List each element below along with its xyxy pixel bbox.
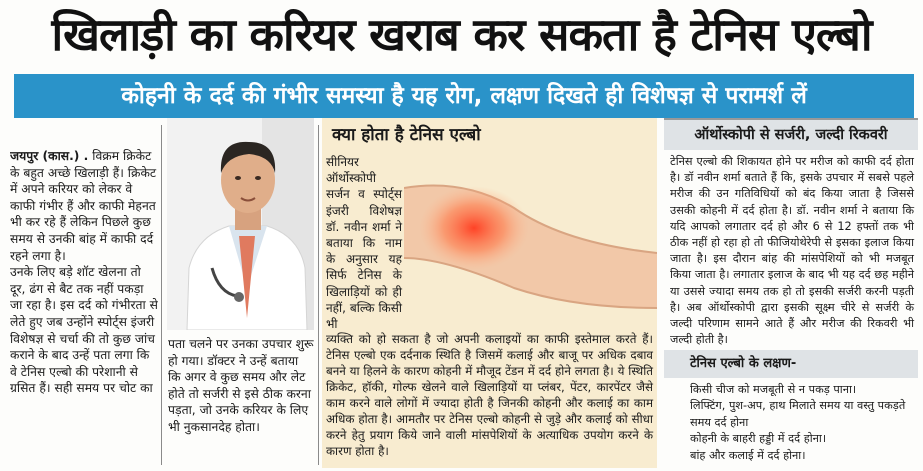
headline: खिलाड़ी का करियर खराब कर सकता है टेनिस एल्बो (51, 8, 872, 61)
doctor-portrait-icon (167, 118, 314, 330)
middle-body-text: व्यक्ति को हो सकता है जो अपनी कलाइयों का काफी इस्तेमाल करते हैं। टेनिस एल्बो एक दर्दनाक स्थिति है जिसमें कलाई और बाजू पर अधिक दबाव बनने या हिलने के कारण कोहनी में मौजूद टेंडन में दर्द होने लगता है। ये स्थिति क्रिकेट, हॉकी, गोल्फ खेलने वाले खिलाड़ियों या प्लंबर, पेंटर, कारपेंटर जैसे काम करने वाले लोगों में ज्यादा होती है जिनकी कोहनी और कलाई का काम अधिक होता है। आमतौर पर टेनिस एल्बो कोहनी से जुड़े और कलाई को सीधा करने हेतु प्रयाग किये जाने वाली मांसपेशियों के अत्याधिक उपयोग करने के कारण होता है। (326, 332, 653, 458)
column-1 (10, 148, 158, 468)
middle-side-text: सीनियर ऑर्थोस्कोपी सर्जन व स्पोर्ट्स इंजरी विशेषज्ञ डॉ. नवीन शर्मा ने बताया कि नाम के अनुसार यह सिर्फ टेनिस के खिलाड़ियों को ही नहीं, बल्कि किसी भी (326, 155, 402, 332)
doctor-portrait (167, 118, 314, 330)
column-1-para-2: उनके लिए बड़े शॉट खेलना तो दूर, ढंग से बैट तक नहीं पकड़ा जा रहा है। इस दर्द को गंभीरता से लेते हुए जब उन्होंने स्पोर्ट्स इंजरी विशेषज्ञ से चर्चा की तो कुछ जांच कराने के बाद उन्हें पता लगा कि वे टेनिस एल्बो की परेशानी से ग्रसित हैं। सही समय पर चोट का (10, 265, 158, 396)
middle-title: क्या होता है टेनिस एल्बो (332, 125, 481, 145)
arthroscopy-heading: ऑर्थोस्कोपी से सर्जरी, जल्दी रिकवरी (664, 118, 918, 150)
symptoms-heading: टेनिस एल्बो के लक्षण- (664, 350, 918, 378)
symptom-item: कोहनी के बाहरी हड्डी में दर्द होना। (690, 432, 827, 446)
column-divider (161, 125, 162, 465)
column-1-text-1: विक्रम क्रिकेट के बहुत अच्छे खिलाड़ी हैं। क्रिकेट में अपने करियर को लेकर वे काफी गंभीर हैं और काफी मेहनत भी कर रहे हैं लेकिन पिछले कुछ समय से उनकी बांह में काफी दर्द रहने लगा है। (10, 149, 157, 263)
elbow-illustration-icon (404, 148, 657, 328)
what-is-tennis-elbow-box (322, 118, 657, 468)
subheadline-banner: कोहनी के दर्द की गंभीर समस्या है यह रोग, लक्षण दिखते ही विशेषज्ञ से परामर्श लें (14, 74, 914, 118)
arthroscopy-body: टेनिस एल्बो की शिकायत होने पर मरीज को काफी दर्द होता है। डॉ नवीन शर्मा बताते हैं कि, इसके उपचार में सबसे पहले मरीज की उन गतिविधियों को बंद किया जाता है जिससे उसकी कोहनी में दर्द होता है। डॉ. नवीन शर्मा ने बताया कि यदि आपको लगातार दर्द हो और 6 से 12 हफ्तों तक भी ठीक नहीं हो रहा हो तो फीजियोथेरेपी से इसका इलाज किया जाता है। इस दौरान बांह की मांसपेशियों को भी मजबूत किया जाता है। लगातार इलाज के बाद भी यह दर्द छह महीने या उससे ज्यादा समय तक हो तो इसकी सर्जरी करनी पड़ती है। अब ऑर्थोस्कोपी द्वारा इसकी सूक्ष्म चीरे से सर्जरी के जल्दी परिणाम सामने आते हैं और मरीज की रिकवरी भी जल्दी होती है। (670, 155, 914, 347)
arthroscopy-box (664, 118, 918, 468)
symptom-item: किसी चीज को मजबूती से न पकड़ पाना। (690, 383, 857, 396)
column-divider-2 (318, 125, 319, 465)
symptom-item: लिफ्टिंग, पुश-अप, हाथ मिलाते समय या वस्तु पकड़ते समय दर्द होना (690, 399, 906, 429)
dateline: जयपुर (कास.) . (10, 149, 89, 163)
column-1-para-1 (10, 148, 158, 264)
symptoms-list (690, 382, 916, 464)
column-2: पता चलने पर उनका उपचार शुरू हो गया। डॉक्टर ने उन्हें बताया कि अगर वे कुछ समय और लेट होते तो सर्जरी से इसे ठीक करना पड़ता, जो उनके करियर के लिए भी नुकसानदेह होता। (168, 337, 314, 434)
symptom-item: बांह और कलाई में दर्द होना। (690, 448, 806, 462)
